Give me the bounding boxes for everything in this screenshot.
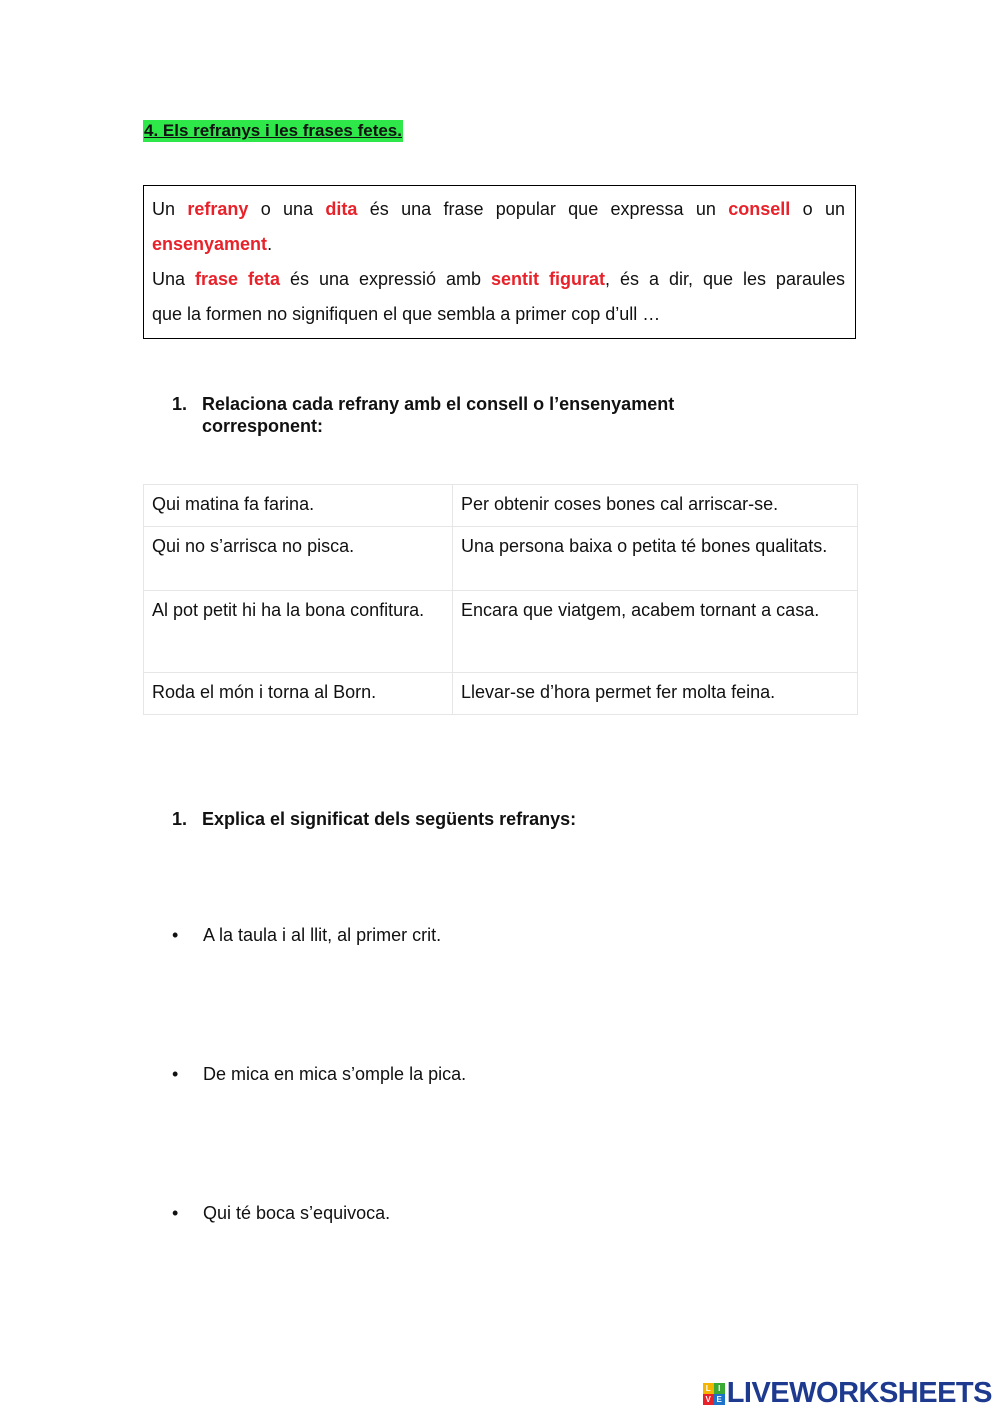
- proverb-cell: Al pot petit hi ha la bona confitura.: [144, 591, 453, 673]
- table-row: [144, 673, 858, 715]
- text: és una frase popular que expressa un: [357, 199, 729, 219]
- table-row: [144, 591, 858, 673]
- proverb-cell: Roda el món i torna al Born.: [144, 673, 453, 715]
- exercise-text: Explica el significat dels següents refranys:: [202, 809, 577, 829]
- table-row: [144, 527, 858, 591]
- keyword-ensenyament: ensenyament: [152, 234, 268, 254]
- text: Una: [152, 269, 195, 289]
- logo-letter: L: [703, 1383, 714, 1394]
- proverb-cell: Qui no s’arrisca no pisca.: [144, 527, 453, 591]
- bullet-icon: •: [172, 1064, 179, 1084]
- text: o un: [790, 199, 845, 219]
- list-item: [172, 1201, 390, 1225]
- definition-line-1: [152, 192, 845, 227]
- proverb-cell: Qui matina fa farina.: [144, 485, 453, 527]
- definition-line-4: que la formen no signifiquen el que sembla a primer cop d’ull …: [152, 304, 661, 324]
- proverb-text: Qui té boca s’equivoca.: [203, 1203, 391, 1223]
- exercise-2-instruction: [172, 808, 772, 830]
- keyword-dita: dita: [325, 199, 358, 219]
- exercise-number: 1.: [172, 809, 188, 829]
- exercise-text: Relaciona cada refrany amb el consell o l’ensenyament corresponent:: [202, 394, 675, 436]
- logo-text: LIVEWORKSHEETS: [726, 1377, 992, 1409]
- exercise-number: 1.: [172, 394, 188, 414]
- definition-line-3: [152, 262, 845, 297]
- logo-letter: V: [703, 1394, 714, 1405]
- liveworksheets-icon: [703, 1383, 725, 1405]
- list-item: [172, 923, 441, 947]
- text: , és a dir, que les paraules: [605, 269, 845, 289]
- meaning-cell: Encara que viatgem, acabem tornant a casa.: [453, 591, 858, 673]
- logo-letter: E: [714, 1394, 725, 1405]
- text: .: [267, 234, 273, 254]
- keyword-frase-feta: frase feta: [195, 269, 281, 289]
- proverb-text: De mica en mica s’omple la pica.: [203, 1064, 467, 1084]
- liveworksheets-logo: [703, 1377, 992, 1410]
- list-item: [172, 1062, 466, 1086]
- keyword-consell: consell: [728, 199, 791, 219]
- meaning-cell: Llevar-se d’hora permet fer molta feina.: [453, 673, 858, 715]
- section-heading: 4. Els refranys i les frases fetes.: [144, 121, 402, 140]
- meaning-cell: Per obtenir coses bones cal arriscar-se.: [453, 485, 858, 527]
- proverb-text: A la taula i al llit, al primer crit.: [203, 925, 442, 945]
- text: és una expressió amb: [280, 269, 492, 289]
- logo-letter: I: [714, 1383, 725, 1394]
- definition-box: [143, 185, 856, 339]
- text: Un: [152, 199, 188, 219]
- exercise-1-instruction: [172, 393, 772, 437]
- meaning-cell: Una persona baixa o petita té bones qualitats.: [453, 527, 858, 591]
- bullet-icon: •: [172, 1203, 179, 1223]
- matching-table: [143, 484, 858, 715]
- definition-line-2: [152, 227, 845, 262]
- text: o una: [248, 199, 326, 219]
- keyword-sentit-figurat: sentit figurat: [491, 269, 605, 289]
- bullet-icon: •: [172, 925, 179, 945]
- keyword-refrany: refrany: [187, 199, 249, 219]
- table-row: [144, 485, 858, 527]
